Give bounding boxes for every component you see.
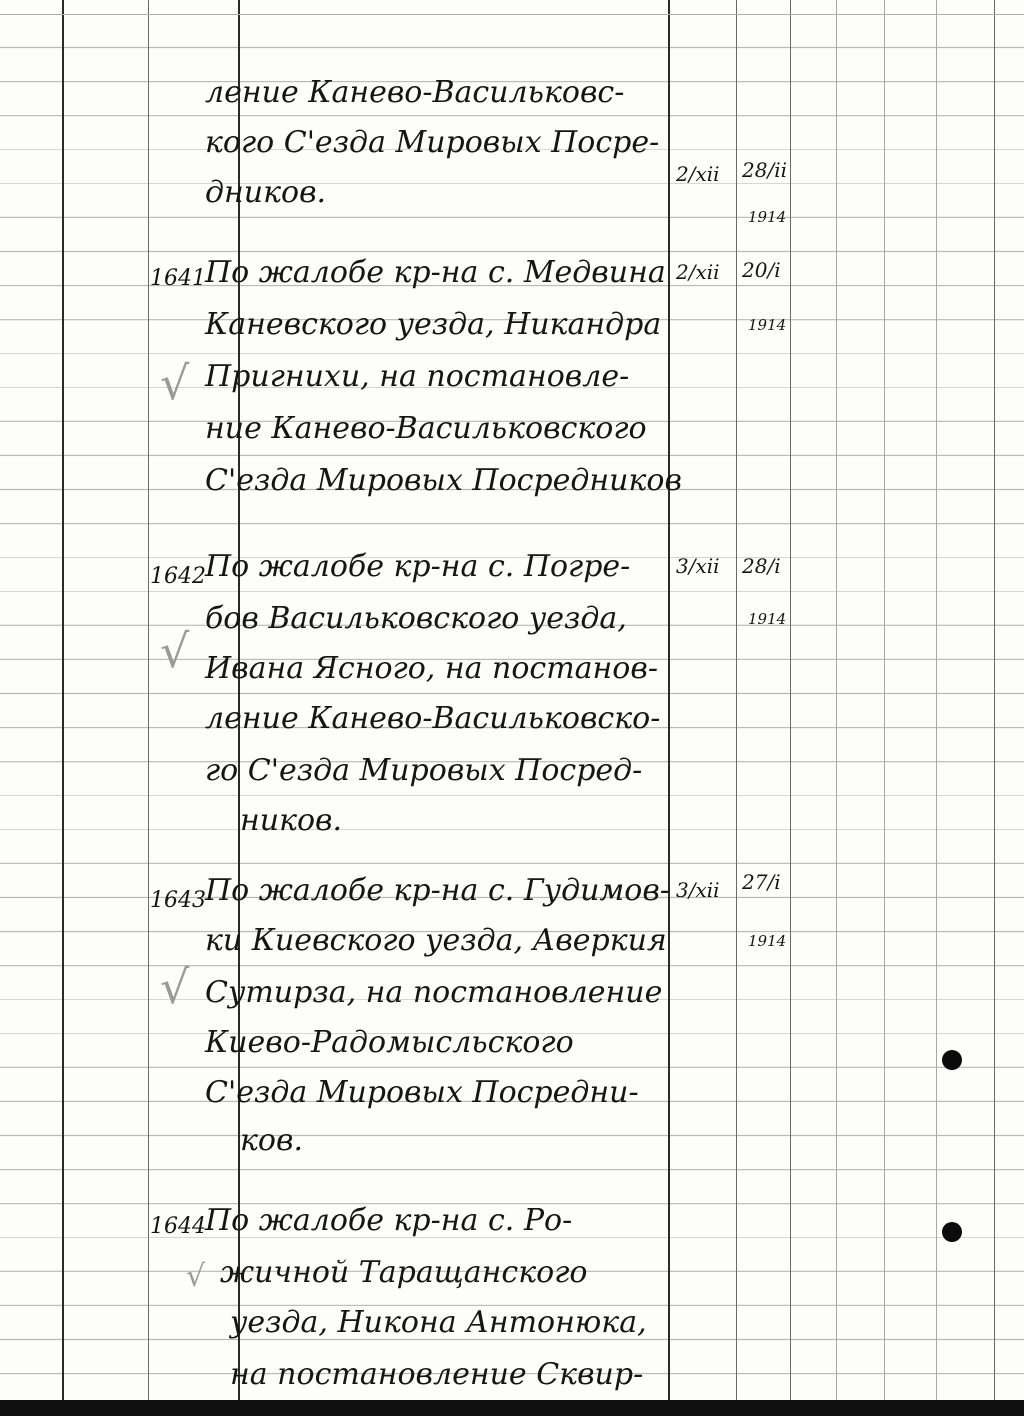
entry-decision-year: 1914: [748, 316, 787, 334]
continuation-date: 2/xii: [676, 162, 720, 186]
entry-number: 1643: [150, 888, 206, 913]
continuation-line-2: кого С'езда Мировых Посре-: [205, 125, 660, 160]
entry-decision-year: 1914: [748, 932, 787, 950]
text-column-line-right: [668, 0, 670, 1416]
check-mark-icon: √: [160, 624, 190, 678]
entry-decision-year: 1914: [748, 610, 787, 628]
right-edge-line: [994, 0, 995, 1416]
number-column-line: [148, 0, 149, 1416]
check-mark-icon: √: [160, 356, 190, 410]
punch-hole-icon: [942, 1050, 962, 1070]
entry-line: По жалобе кр-на с. Гудимов-: [205, 873, 670, 908]
entry-line: бов Васильковского уезда,: [205, 601, 627, 636]
entry-decision-date: 20/i: [742, 258, 781, 282]
entry-date: 3/xii: [676, 554, 720, 578]
entry-number: 1641: [150, 266, 206, 291]
check-mark-icon: √: [186, 1259, 206, 1294]
continuation-decision-date: 28/ii: [742, 158, 787, 182]
decision-column-line: [790, 0, 791, 1416]
date-column-line: [736, 0, 737, 1416]
punch-hole-icon: [942, 1222, 962, 1242]
entry-line: С'езда Мировых Посредни-: [205, 1075, 639, 1110]
entry-line: Сутирза, на постановление: [205, 975, 663, 1010]
check-mark-icon: √: [160, 960, 190, 1014]
entry-line: По жалобе кр-на с. Медвина: [205, 255, 666, 290]
entry-line: ление Канево-Васильковско-: [205, 701, 661, 736]
entry-line: По жалобе кр-на с. Погре-: [205, 549, 631, 584]
entry-line: ников.: [240, 803, 343, 838]
entry-date: 2/xii: [676, 260, 720, 284]
entry-line: ков.: [240, 1123, 303, 1158]
continuation-line-1: ление Канево-Васильковс-: [205, 75, 625, 110]
entry-number: 1644: [150, 1214, 206, 1239]
entry-line: го С'езда Мировых Посред-: [205, 753, 643, 788]
extra-column-line-1: [836, 0, 837, 1416]
scan-bottom-edge: [0, 1400, 1024, 1416]
entry-decision-date: 27/i: [742, 870, 781, 894]
entry-line: ние Канево-Васильковского: [205, 411, 647, 446]
continuation-line-3: дников.: [205, 175, 327, 210]
top-rule: [0, 14, 1024, 15]
entry-line: Пригнихи, на постановле-: [205, 359, 630, 394]
entry-line: С'езда Мировых Посредников: [205, 463, 682, 498]
entry-line: жичной Таращанского: [220, 1255, 588, 1290]
entry-line: Ивана Ясного, на постанов-: [205, 651, 658, 686]
entry-number: 1642: [150, 564, 206, 589]
continuation-decision-year: 1914: [748, 208, 787, 226]
entry-line: уезда, Никона Антонюка,: [230, 1305, 647, 1340]
entry-line: Киево-Радомысльского: [205, 1025, 574, 1060]
entry-line: По жалобе кр-на с. Ро-: [205, 1203, 573, 1238]
extra-column-line-3: [936, 0, 937, 1416]
extra-column-line-2: [884, 0, 885, 1416]
entry-line: Каневского уезда, Никандра: [205, 307, 662, 342]
margin-line-left: [62, 0, 64, 1416]
entry-decision-date: 28/i: [742, 554, 781, 578]
entry-line: на постановление Сквир-: [230, 1357, 644, 1392]
entry-line: ки Киевского уезда, Аверкия: [205, 923, 667, 958]
entry-date: 3/xii: [676, 878, 720, 902]
